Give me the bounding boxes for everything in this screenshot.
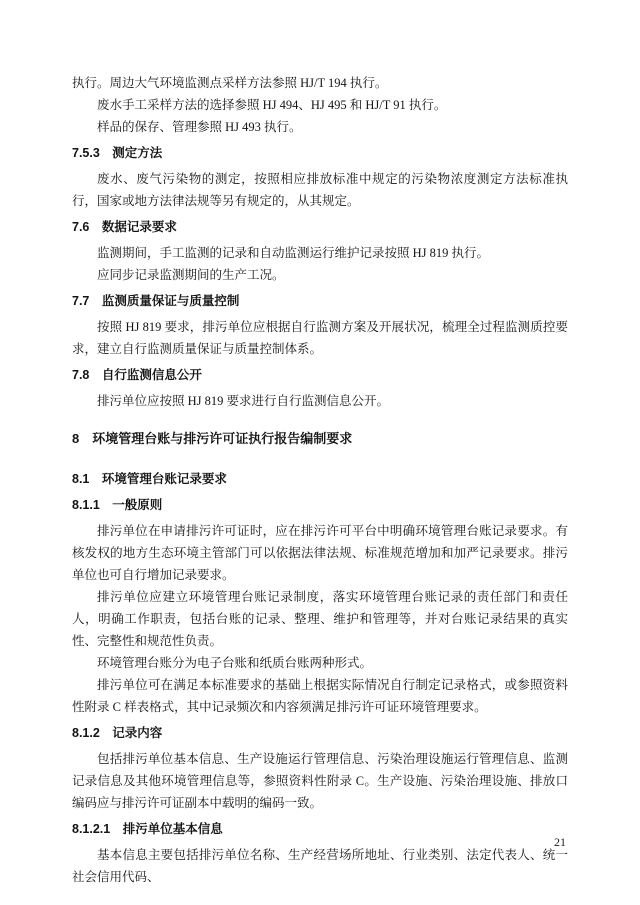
- section-heading: 7.6 数据记录要求: [72, 220, 177, 234]
- section-heading: 7.5.3 测定方法: [72, 146, 163, 160]
- document-body: [72, 72, 568, 888]
- paragraph: 样品的保存、管理参照 HJ 493 执行。: [97, 120, 302, 134]
- paragraph: 环境管理台账分为电子台账和纸质台账两种形式。: [97, 656, 373, 670]
- paragraph: 排污单位应按照 HJ 819 要求进行自行监测信息公开。: [97, 394, 390, 408]
- section-heading: 8.1.2.1 排污单位基本信息: [72, 822, 223, 836]
- paragraph: 监测期间，手工监测的记录和自动监测运行维护记录按照 HJ 819 执行。: [97, 246, 490, 260]
- section-heading: 7.7 监测质量保证与质量控制: [72, 294, 240, 308]
- section-heading: 8.1.2 记录内容: [72, 726, 163, 740]
- paragraph: 执行。周边大气环境监测点采样方法参照 HJ/T 194 执行。: [72, 76, 388, 90]
- section-heading: 7.8 自行监测信息公开: [72, 368, 202, 382]
- paragraph: 包括排污单位基本信息、生产设施运行管理信息、污染治理设施运行管理信息、监测记录信息及其他环境管理信息等，参照资料性附录 C。生产设施、污染治理设施、排放口编码应与排污许可证副本中载明的编码一致。: [72, 752, 568, 810]
- section-heading: 8.1 环境管理台账记录要求: [72, 472, 227, 486]
- paragraph: 排污单位应建立环境管理台账记录制度，落实环境管理台账记录的责任部门和责任人，明确工作职责，包括台账的记录、整理、维护和管理等，并对台账记录结果的真实性、完整性和规范性负责。: [72, 590, 568, 648]
- paragraph: 排污单位在申请排污许可证时，应在排污许可平台中明确环境管理台账记录要求。有核发权的地方生态环境主管部门可以依据法律法规、标准规范增加和加严记录要求。排污单位也可自行增加记录要求。: [72, 524, 568, 582]
- paragraph: 应同步记录监测期间的生产工况。: [97, 268, 285, 282]
- paragraph: 按照 HJ 819 要求，排污单位应根据自行监测方案及开展状况，梳理全过程监测质控要求，建立自行监测质量保证与质量控制体系。: [72, 320, 568, 356]
- section-heading: 8 环境管理台账与排污许可证执行报告编制要求: [72, 431, 353, 446]
- paragraph: 废水、废气污染物的测定，按照相应排放标准中规定的污染物浓度测定方法标准执行，国家或地方法律法规等另有规定的，从其规定。: [72, 172, 568, 208]
- paragraph: 废水手工采样方法的选择参照 HJ 494、HJ 495 和 HJ/T 91 执行。: [97, 98, 447, 112]
- section-heading: 8.1.1 一般原则: [72, 498, 163, 512]
- page-number: 21: [554, 835, 566, 849]
- paragraph: 基本信息主要包括排污单位名称、生产经营场所地址、行业类别、法定代表人、统一社会信用代码、: [72, 848, 568, 884]
- paragraph: 排污单位可在满足本标准要求的基础上根据实际情况自行制定记录格式，或参照资料性附录 C 样表格式，其中记录频次和内容须满足排污许可证环境管理要求。: [72, 678, 568, 714]
